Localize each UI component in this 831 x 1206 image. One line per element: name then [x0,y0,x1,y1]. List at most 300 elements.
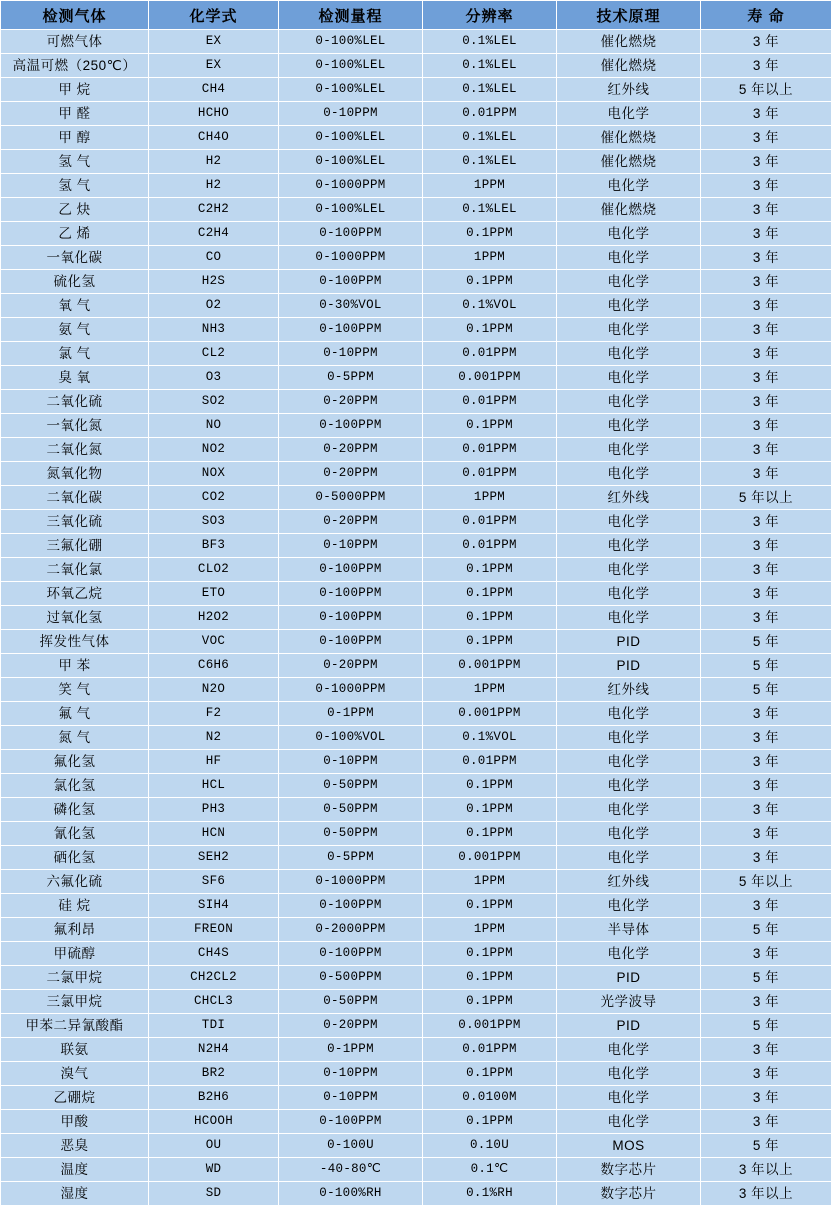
table-row [1,318,831,342]
table-row [1,174,831,198]
cell-lifetime: 3 年 [701,390,831,414]
cell-technical-principle: 电化学 [557,822,701,846]
cell-resolution: 1PPM [423,870,557,894]
column-header-resolution: 分辨率 [423,1,557,30]
cell-detection-range: 0-100%LEL [279,198,423,222]
cell-gas-name: 乙 炔 [1,198,149,222]
cell-chemical-formula: SEH2 [149,846,279,870]
cell-gas-name: 硅 烷 [1,894,149,918]
cell-detection-range: 0-100%LEL [279,126,423,150]
cell-lifetime: 3 年 [701,198,831,222]
cell-chemical-formula: B2H6 [149,1086,279,1110]
cell-detection-range: 0-100PPM [279,270,423,294]
cell-detection-range: 0-1PPM [279,702,423,726]
cell-resolution: 0.001PPM [423,1014,557,1038]
table-row [1,846,831,870]
table-row [1,78,831,102]
cell-technical-principle: 电化学 [557,1110,701,1134]
cell-resolution: 0.1%RH [423,1182,557,1206]
cell-technical-principle: PID [557,630,701,654]
table-row [1,1086,831,1110]
table-row [1,198,831,222]
cell-lifetime: 3 年 [701,726,831,750]
cell-chemical-formula: H2 [149,174,279,198]
cell-chemical-formula: H2O2 [149,606,279,630]
table-row [1,1134,831,1158]
cell-gas-name: 氰化氢 [1,822,149,846]
cell-resolution: 0.1%LEL [423,30,557,54]
cell-gas-name: 甲 醛 [1,102,149,126]
cell-lifetime: 3 年 [701,54,831,78]
table-row [1,438,831,462]
cell-resolution: 0.01PPM [423,534,557,558]
cell-chemical-formula: NOX [149,462,279,486]
cell-lifetime: 3 年 [701,294,831,318]
cell-detection-range: 0-100%LEL [279,78,423,102]
cell-resolution: 0.1%LEL [423,54,557,78]
table-row [1,678,831,702]
cell-resolution: 0.1%LEL [423,150,557,174]
cell-technical-principle: PID [557,654,701,678]
cell-resolution: 0.1PPM [423,270,557,294]
cell-technical-principle: 电化学 [557,726,701,750]
cell-lifetime: 3 年 [701,774,831,798]
cell-detection-range: 0-20PPM [279,510,423,534]
cell-gas-name: 氨 气 [1,318,149,342]
column-header-principle: 技术原理 [557,1,701,30]
cell-chemical-formula: CH4 [149,78,279,102]
cell-chemical-formula: HCHO [149,102,279,126]
cell-gas-name: 氮氧化物 [1,462,149,486]
table-row [1,606,831,630]
table-row [1,246,831,270]
cell-detection-range: 0-10PPM [279,1062,423,1086]
cell-resolution: 0.1PPM [423,942,557,966]
cell-chemical-formula: VOC [149,630,279,654]
cell-detection-range: 0-10PPM [279,102,423,126]
cell-lifetime: 3 年以上 [701,1182,831,1206]
cell-detection-range: 0-100PPM [279,630,423,654]
cell-lifetime: 3 年 [701,342,831,366]
cell-gas-name: 乙硼烷 [1,1086,149,1110]
cell-technical-principle: 电化学 [557,510,701,534]
cell-lifetime: 5 年以上 [701,78,831,102]
cell-chemical-formula: HF [149,750,279,774]
cell-detection-range: 0-100PPM [279,222,423,246]
cell-detection-range: 0-500PPM [279,966,423,990]
cell-gas-name: 可燃气体 [1,30,149,54]
cell-gas-name: 氟利昂 [1,918,149,942]
cell-lifetime: 3 年 [701,150,831,174]
cell-chemical-formula: BF3 [149,534,279,558]
cell-resolution: 0.1PPM [423,582,557,606]
cell-lifetime: 3 年 [701,702,831,726]
cell-gas-name: 甲酸 [1,1110,149,1134]
table-row [1,222,831,246]
cell-lifetime: 3 年 [701,1062,831,1086]
cell-detection-range: 0-50PPM [279,990,423,1014]
cell-detection-range: 0-5PPM [279,846,423,870]
cell-chemical-formula: WD [149,1158,279,1182]
cell-lifetime: 3 年 [701,510,831,534]
cell-gas-name: 臭 氧 [1,366,149,390]
cell-chemical-formula: H2S [149,270,279,294]
cell-gas-name: 恶臭 [1,1134,149,1158]
column-header-range: 检测量程 [279,1,423,30]
cell-chemical-formula: SD [149,1182,279,1206]
cell-chemical-formula: O3 [149,366,279,390]
cell-detection-range: 0-10PPM [279,534,423,558]
cell-gas-name: 过氧化氢 [1,606,149,630]
cell-resolution: 0.1PPM [423,1062,557,1086]
cell-technical-principle: 电化学 [557,702,701,726]
table-row [1,870,831,894]
cell-resolution: 0.1PPM [423,558,557,582]
cell-chemical-formula: C2H4 [149,222,279,246]
cell-gas-name: 六氟化硫 [1,870,149,894]
table-row [1,894,831,918]
table-row [1,1038,831,1062]
cell-gas-name: 环氧乙烷 [1,582,149,606]
cell-gas-name: 二氯甲烷 [1,966,149,990]
cell-chemical-formula: OU [149,1134,279,1158]
cell-technical-principle: 电化学 [557,102,701,126]
cell-detection-range: 0-100%LEL [279,30,423,54]
cell-detection-range: 0-20PPM [279,462,423,486]
cell-detection-range: 0-1000PPM [279,174,423,198]
cell-detection-range: 0-100U [279,1134,423,1158]
cell-chemical-formula: HCN [149,822,279,846]
cell-chemical-formula: C2H2 [149,198,279,222]
cell-lifetime: 3 年 [701,222,831,246]
cell-resolution: 0.1%LEL [423,198,557,222]
cell-gas-name: 氢 气 [1,150,149,174]
cell-detection-range: 0-5PPM [279,366,423,390]
cell-resolution: 0.1%VOL [423,726,557,750]
cell-detection-range: 0-1000PPM [279,870,423,894]
cell-detection-range: 0-100PPM [279,894,423,918]
cell-detection-range: 0-100%VOL [279,726,423,750]
cell-chemical-formula: N2H4 [149,1038,279,1062]
cell-detection-range: 0-50PPM [279,798,423,822]
cell-gas-name: 二氧化碳 [1,486,149,510]
table-row [1,294,831,318]
table-row [1,390,831,414]
column-header-formula: 化学式 [149,1,279,30]
cell-gas-name: 高温可燃（250℃） [1,54,149,78]
cell-technical-principle: 电化学 [557,750,701,774]
table-row [1,126,831,150]
cell-lifetime: 5 年 [701,1014,831,1038]
cell-technical-principle: 电化学 [557,270,701,294]
cell-detection-range: 0-30%VOL [279,294,423,318]
cell-lifetime: 3 年 [701,1038,831,1062]
cell-lifetime: 5 年 [701,630,831,654]
cell-technical-principle: 电化学 [557,558,701,582]
cell-gas-name: 乙 烯 [1,222,149,246]
table-row [1,654,831,678]
cell-lifetime: 5 年 [701,678,831,702]
cell-chemical-formula: O2 [149,294,279,318]
cell-chemical-formula: N2O [149,678,279,702]
cell-technical-principle: 电化学 [557,174,701,198]
cell-gas-name: 甲硫醇 [1,942,149,966]
cell-lifetime: 3 年 [701,798,831,822]
cell-lifetime: 3 年以上 [701,1158,831,1182]
table-row [1,702,831,726]
cell-resolution: 0.1PPM [423,630,557,654]
cell-detection-range: 0-10PPM [279,750,423,774]
cell-resolution: 0.1PPM [423,774,557,798]
cell-chemical-formula: H2 [149,150,279,174]
cell-lifetime: 3 年 [701,414,831,438]
cell-lifetime: 3 年 [701,102,831,126]
cell-chemical-formula: N2 [149,726,279,750]
cell-gas-name: 温度 [1,1158,149,1182]
cell-resolution: 1PPM [423,486,557,510]
cell-lifetime: 3 年 [701,462,831,486]
cell-lifetime: 3 年 [701,366,831,390]
cell-technical-principle: 电化学 [557,438,701,462]
cell-resolution: 0.1PPM [423,414,557,438]
cell-chemical-formula: NO2 [149,438,279,462]
cell-chemical-formula: CH4S [149,942,279,966]
cell-detection-range: -40-80℃ [279,1158,423,1182]
cell-technical-principle: 红外线 [557,870,701,894]
cell-resolution: 0.1%LEL [423,126,557,150]
cell-resolution: 0.001PPM [423,702,557,726]
cell-technical-principle: 半导体 [557,918,701,942]
cell-lifetime: 3 年 [701,30,831,54]
cell-technical-principle: 催化燃烧 [557,54,701,78]
cell-technical-principle: 催化燃烧 [557,150,701,174]
cell-chemical-formula: SO3 [149,510,279,534]
cell-resolution: 0.1%LEL [423,78,557,102]
cell-lifetime: 3 年 [701,318,831,342]
cell-detection-range: 0-50PPM [279,822,423,846]
cell-gas-name: 湿度 [1,1182,149,1206]
cell-technical-principle: 催化燃烧 [557,126,701,150]
cell-resolution: 0.01PPM [423,102,557,126]
cell-chemical-formula: SO2 [149,390,279,414]
cell-lifetime: 5 年以上 [701,870,831,894]
cell-resolution: 1PPM [423,174,557,198]
cell-resolution: 0.1%VOL [423,294,557,318]
table-header-row [1,1,831,30]
cell-gas-name: 联氨 [1,1038,149,1062]
table-row [1,942,831,966]
cell-gas-name: 甲 烷 [1,78,149,102]
cell-technical-principle: 电化学 [557,390,701,414]
table-row [1,102,831,126]
cell-chemical-formula: TDI [149,1014,279,1038]
cell-resolution: 0.001PPM [423,846,557,870]
cell-resolution: 0.1PPM [423,894,557,918]
table-row [1,150,831,174]
cell-resolution: 1PPM [423,678,557,702]
table-row [1,966,831,990]
cell-lifetime: 3 年 [701,1086,831,1110]
cell-gas-name: 氟 气 [1,702,149,726]
cell-technical-principle: 电化学 [557,366,701,390]
cell-lifetime: 3 年 [701,1110,831,1134]
cell-lifetime: 5 年 [701,918,831,942]
cell-lifetime: 3 年 [701,438,831,462]
column-header-gas: 检测气体 [1,1,149,30]
cell-gas-name: 甲 苯 [1,654,149,678]
cell-technical-principle: 电化学 [557,246,701,270]
cell-detection-range: 0-10PPM [279,1086,423,1110]
cell-lifetime: 3 年 [701,558,831,582]
cell-chemical-formula: PH3 [149,798,279,822]
cell-gas-name: 三氟化硼 [1,534,149,558]
cell-technical-principle: MOS [557,1134,701,1158]
cell-technical-principle: 红外线 [557,486,701,510]
table-row [1,750,831,774]
table-row [1,486,831,510]
cell-resolution: 1PPM [423,918,557,942]
cell-technical-principle: 光学波导 [557,990,701,1014]
cell-gas-name: 磷化氢 [1,798,149,822]
cell-detection-range: 0-50PPM [279,774,423,798]
cell-resolution: 0.1℃ [423,1158,557,1182]
cell-lifetime: 3 年 [701,270,831,294]
cell-technical-principle: 红外线 [557,78,701,102]
cell-technical-principle: 电化学 [557,1086,701,1110]
cell-lifetime: 5 年 [701,654,831,678]
cell-detection-range: 0-100PPM [279,942,423,966]
table-row [1,798,831,822]
cell-lifetime: 3 年 [701,246,831,270]
cell-technical-principle: 电化学 [557,606,701,630]
cell-resolution: 0.01PPM [423,462,557,486]
cell-resolution: 1PPM [423,246,557,270]
cell-lifetime: 3 年 [701,534,831,558]
table-row [1,726,831,750]
cell-detection-range: 0-20PPM [279,438,423,462]
cell-gas-name: 二氧化氮 [1,438,149,462]
table-row [1,1014,831,1038]
cell-chemical-formula: CHCL3 [149,990,279,1014]
cell-detection-range: 0-5000PPM [279,486,423,510]
cell-resolution: 0.1PPM [423,318,557,342]
cell-resolution: 0.1PPM [423,966,557,990]
cell-resolution: 0.001PPM [423,654,557,678]
table-row [1,558,831,582]
cell-technical-principle: 电化学 [557,894,701,918]
cell-gas-name: 甲 醇 [1,126,149,150]
cell-gas-name: 溴气 [1,1062,149,1086]
cell-gas-name: 甲苯二异氰酸酯 [1,1014,149,1038]
table-row [1,54,831,78]
cell-technical-principle: 电化学 [557,318,701,342]
cell-technical-principle: 电化学 [557,342,701,366]
cell-technical-principle: 电化学 [557,414,701,438]
cell-detection-range: 0-100PPM [279,582,423,606]
table-body [1,30,831,1206]
cell-detection-range: 0-20PPM [279,1014,423,1038]
cell-gas-name: 氯 气 [1,342,149,366]
cell-technical-principle: PID [557,1014,701,1038]
cell-chemical-formula: NO [149,414,279,438]
table-row [1,1062,831,1086]
cell-resolution: 0.01PPM [423,390,557,414]
cell-chemical-formula: HCOOH [149,1110,279,1134]
cell-detection-range: 0-100%LEL [279,54,423,78]
cell-resolution: 0.01PPM [423,438,557,462]
cell-technical-principle: 电化学 [557,1038,701,1062]
cell-gas-name: 二氧化氯 [1,558,149,582]
cell-lifetime: 5 年以上 [701,486,831,510]
cell-technical-principle: 电化学 [557,942,701,966]
cell-detection-range: 0-1000PPM [279,246,423,270]
cell-chemical-formula: CH2CL2 [149,966,279,990]
table-row [1,534,831,558]
cell-gas-name: 氢 气 [1,174,149,198]
cell-technical-principle: 电化学 [557,846,701,870]
cell-resolution: 0.01PPM [423,510,557,534]
cell-technical-principle: 红外线 [557,678,701,702]
cell-technical-principle: 电化学 [557,798,701,822]
cell-resolution: 0.01PPM [423,1038,557,1062]
table-header [1,1,831,30]
cell-resolution: 0.1PPM [423,606,557,630]
cell-detection-range: 0-2000PPM [279,918,423,942]
cell-technical-principle: 电化学 [557,294,701,318]
table-row [1,342,831,366]
cell-chemical-formula: NH3 [149,318,279,342]
cell-chemical-formula: CO [149,246,279,270]
cell-chemical-formula: F2 [149,702,279,726]
cell-chemical-formula: CO2 [149,486,279,510]
table-row [1,1182,831,1206]
cell-chemical-formula: EX [149,54,279,78]
cell-detection-range: 0-100%RH [279,1182,423,1206]
table-row [1,1158,831,1182]
cell-technical-principle: 电化学 [557,582,701,606]
cell-technical-principle: 催化燃烧 [557,30,701,54]
cell-lifetime: 3 年 [701,606,831,630]
cell-gas-name: 氟化氢 [1,750,149,774]
cell-technical-principle: 电化学 [557,462,701,486]
cell-detection-range: 0-100PPM [279,558,423,582]
cell-lifetime: 3 年 [701,846,831,870]
cell-technical-principle: 电化学 [557,222,701,246]
cell-technical-principle: 数字芯片 [557,1182,701,1206]
cell-gas-name: 一氧化氮 [1,414,149,438]
cell-chemical-formula: C6H6 [149,654,279,678]
cell-technical-principle: 数字芯片 [557,1158,701,1182]
table-row [1,822,831,846]
cell-chemical-formula: EX [149,30,279,54]
cell-technical-principle: 电化学 [557,774,701,798]
cell-chemical-formula: HCL [149,774,279,798]
cell-lifetime: 3 年 [701,126,831,150]
cell-gas-name: 一氧化碳 [1,246,149,270]
cell-chemical-formula: BR2 [149,1062,279,1086]
cell-detection-range: 0-10PPM [279,342,423,366]
cell-technical-principle: 催化燃烧 [557,198,701,222]
cell-technical-principle: 电化学 [557,534,701,558]
cell-gas-name: 三氯甲烷 [1,990,149,1014]
table-row [1,1110,831,1134]
cell-technical-principle: PID [557,966,701,990]
table-row [1,414,831,438]
cell-chemical-formula: CL2 [149,342,279,366]
cell-lifetime: 3 年 [701,894,831,918]
cell-detection-range: 0-100%LEL [279,150,423,174]
table-row [1,582,831,606]
